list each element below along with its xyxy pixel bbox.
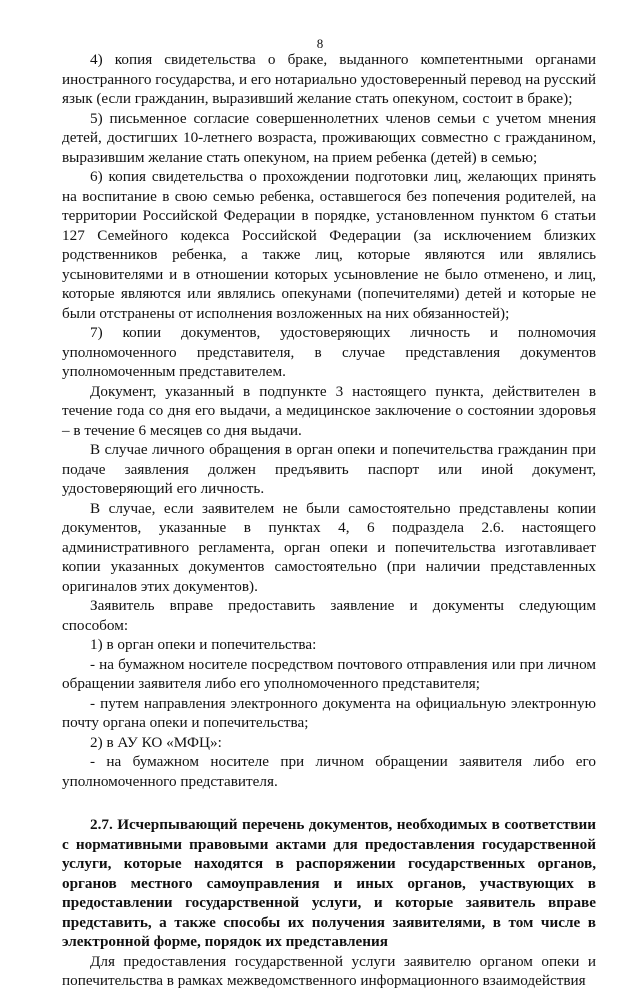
- method-1-heading: 1) в орган опеки и попечительства:: [90, 636, 317, 653]
- section-heading: 2.7. Исчерпывающий перечень документов, необходимых в соответствии с нормативными правовыми актами для предоставления государственной услуги, которые находятся в распоряжении государственных органов, органов местного самоуправления и иных органов, участвующих в предоставлении государственной услуги, и которые заявитель вправе представить, а также способы их получения заявителями, в том числе в электронной форме, порядок их представления: [62, 816, 596, 950]
- list-item-5: 5) письменное согласие совершеннолетних членов семьи с учетом мнения детей, достигших 10-летнего возраста, проживающих совместно с гражданином, выразившим желание стать опекуном, на прием ребенка (детей) в семью;: [62, 109, 596, 166]
- copies-paragraph: В случае, если заявителем не были самостоятельно представлены копии документов, указанные в пунктах 4, 6 подраздела 2.6. настоящего административного регламента, орган опеки и попечительства изготавливает копии указанных документов самостоятельно (при наличии представленных оригиналов этих документов).: [62, 499, 596, 595]
- method-2-paper: - на бумажном носителе при личном обращении заявителя либо его уполномоченного представителя.: [62, 753, 596, 790]
- list-item-6: 6) копия свидетельства о прохождении подготовки лиц, желающих принять на воспитание в свою семью ребенка, оставшегося без попечения родителей, на территории Российской Федерации в порядке, установленном пунктом 6 статьи 127 Семейного кодекса Российской Федерации (за исключением близких родственников ребенка, а также лиц, которые являются или являлись усыновителями и в отношении которых усыновление не было отменено, и лиц, которые являются или являлись опекунами (попечителями) детей и которые не были отстранены от исполнения возложенных на них обязанностей);: [62, 168, 596, 322]
- method-1-electronic: - путем направления электронного документа на официальную электронную почту органа опеки и попечительства;: [62, 694, 596, 731]
- page-number: 8: [316, 36, 324, 51]
- method-1-paper: - на бумажном носителе посредством почтового отправления или при личном обращении заявителя либо его уполномоченного представителя;: [62, 655, 596, 692]
- validity-paragraph: Документ, указанный в подпункте 3 настоящего пункта, действителен в течение года со дня его выдачи, а медицинское заключение о состоянии здоровья – в течение 6 месяцев со дня выдачи.: [62, 382, 596, 439]
- personal-appeal-paragraph: В случае личного обращения в орган опеки и попечительства гражданин при подаче заявления должен предъявить паспорт или иной документ, удостоверяющий его личность.: [62, 441, 596, 497]
- list-item-4: 4) копия свидетельства о браке, выданного компетентными органами иностранного государства, и его нотариально удостоверенный перевод на русский язык (если гражданин, выразивший желание стать опекуном, состоит в браке);: [62, 51, 596, 107]
- document-body: [62, 50, 596, 991]
- final-paragraph: Для предоставления государственной услуги заявителю органом опеки и попечительства в рамках межведомственного информационного взаимодействия: [62, 952, 596, 989]
- submission-methods-intro: Заявитель вправе предоставить заявление и документы следующим способом:: [62, 597, 596, 634]
- list-item-7: 7) копии документов, удостоверяющих личность и полномочия уполномоченного представителя, в случае представления документов уполномоченным представителем.: [62, 324, 596, 380]
- method-2-heading: 2) в АУ КО «МФЦ»:: [90, 733, 222, 751]
